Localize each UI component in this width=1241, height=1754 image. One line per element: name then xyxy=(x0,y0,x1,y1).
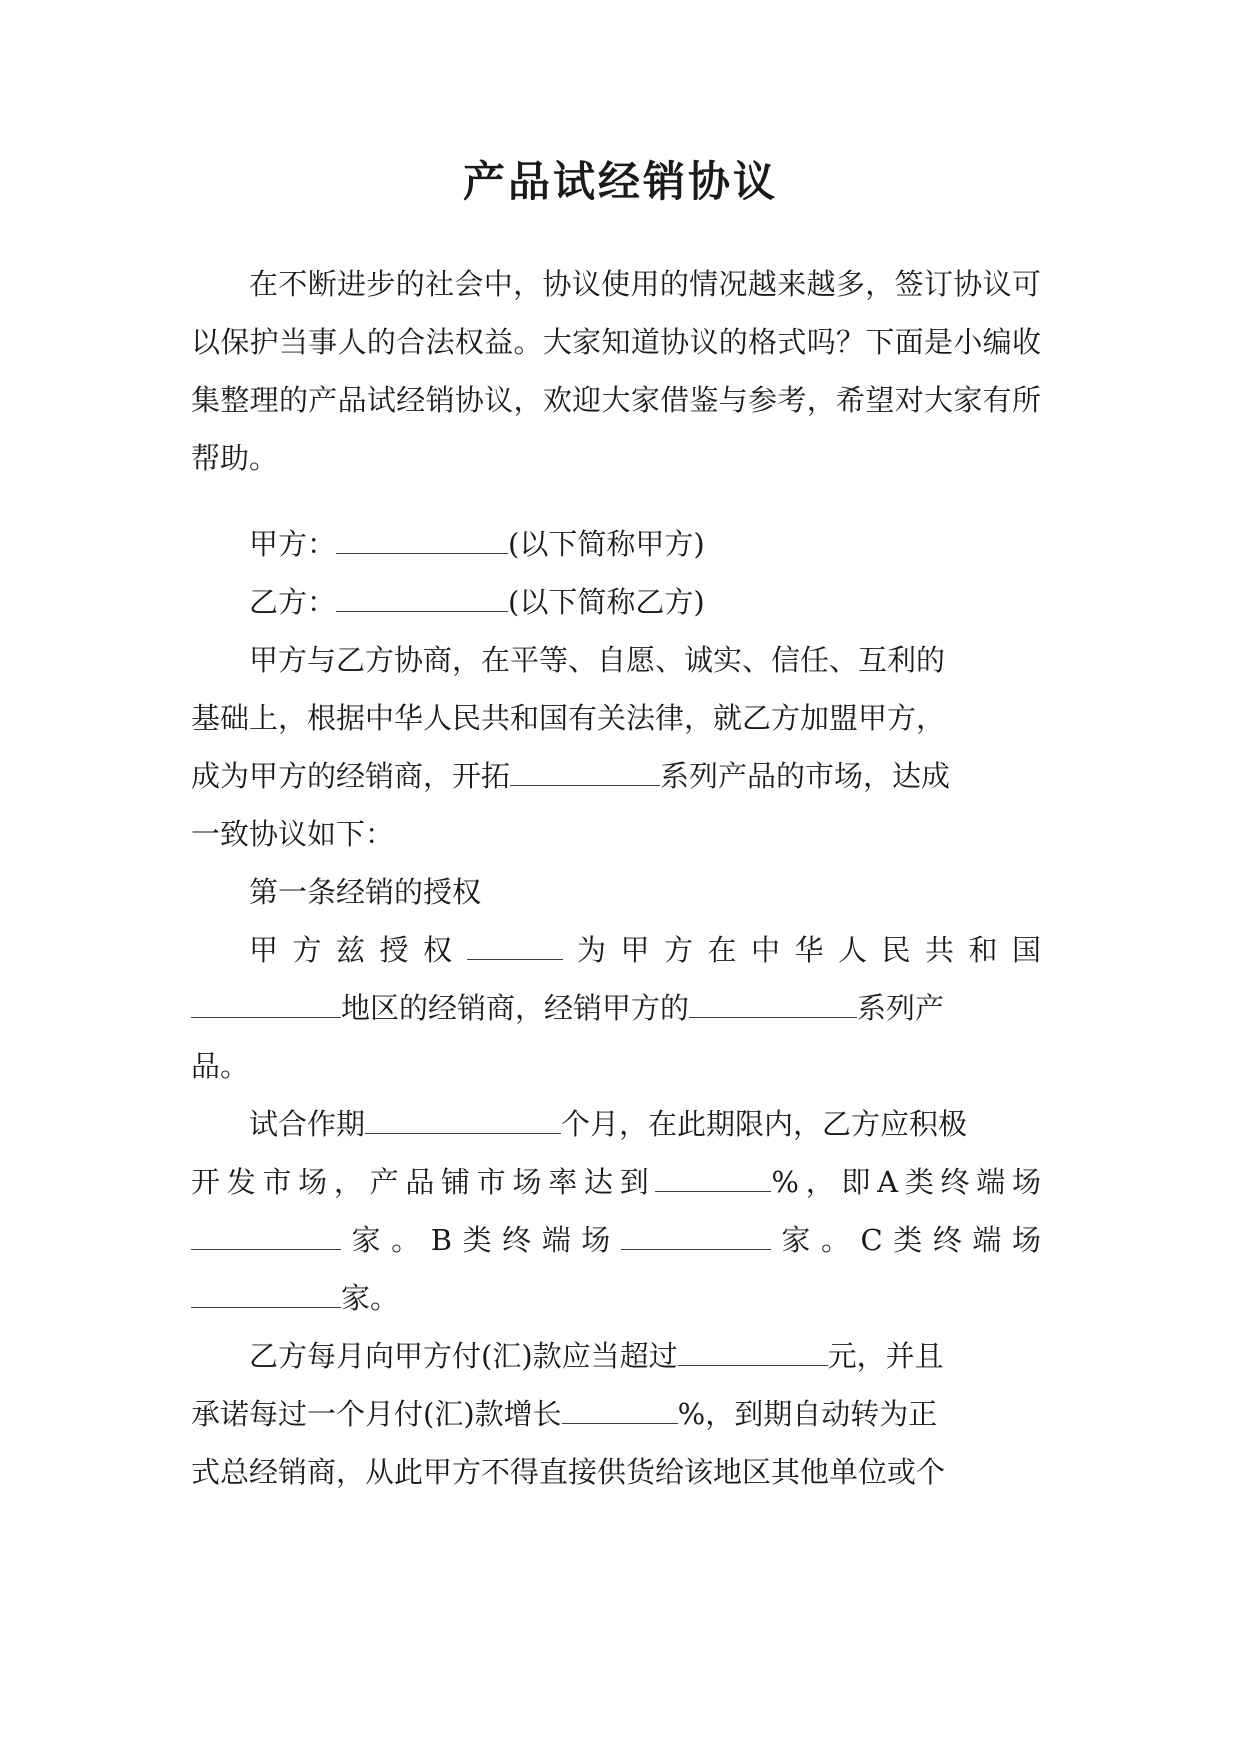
trial-line xyxy=(191,1095,1041,1153)
agreement-body xyxy=(191,515,1041,1501)
preamble-line: 一致协议如下： xyxy=(191,817,395,851)
authorization-text: 甲方兹授权 xyxy=(249,933,467,967)
payment-text: 承诺每过一个月付(汇)款增长 xyxy=(191,1397,562,1431)
trial-line xyxy=(133,1153,1041,1211)
preamble-text: 系列产品的市场，达成 xyxy=(660,759,951,793)
authorization-text: 地区的经销商，经销甲方的 xyxy=(341,991,690,1025)
trial-paragraph xyxy=(191,1095,1041,1327)
preamble-text: 成为甲方的经销商，开拓 xyxy=(191,759,511,793)
a-terminal-blank xyxy=(191,1222,341,1250)
trial-text: %，即A类终端场 xyxy=(771,1165,1041,1199)
preamble-line xyxy=(133,747,1041,805)
party-b-label: 乙方： xyxy=(249,585,337,619)
authorization-text: 系列产 xyxy=(857,991,945,1025)
b-terminal-blank xyxy=(621,1222,771,1250)
trial-line xyxy=(133,1211,1041,1269)
party-b-blank xyxy=(336,584,508,612)
payment-line xyxy=(133,1385,1041,1443)
trial-text: 个月，在此期限内，乙方应积极 xyxy=(561,1107,968,1141)
trial-text: 家。C类终端场 xyxy=(770,1223,1041,1257)
party-a-blank xyxy=(336,526,508,554)
distributor-blank xyxy=(467,932,563,960)
preamble-paragraph xyxy=(191,631,1041,863)
trial-text: 家。B类终端场 xyxy=(341,1223,621,1257)
document-title: 产品试经销协议 xyxy=(462,157,778,206)
trial-text: 家。 xyxy=(341,1281,400,1315)
growth-rate-blank xyxy=(562,1396,678,1424)
authorization-text: 为甲方在中华人民共和国 xyxy=(562,933,1041,967)
payment-text: 元，并且 xyxy=(827,1339,944,1373)
payment-amount-blank xyxy=(678,1338,828,1366)
authorization-line: 品。 xyxy=(191,1049,250,1083)
intro-section xyxy=(191,255,1041,487)
payment-text: %，到期自动转为正 xyxy=(677,1397,938,1431)
payment-line xyxy=(191,1327,1041,1385)
article1-heading: 第一条经销的授权 xyxy=(249,875,482,909)
party-b-note: (以下简称乙方) xyxy=(508,585,705,619)
party-a-line xyxy=(191,515,1041,573)
intro-paragraph: 在不断进步的社会中，协议使用的情况越来越多，签订协议可以保护当事人的合法权益。大家知道协议的格式吗？下面是小编收集整理的产品试经销协议，欢迎大家借鉴与参考，希望对大家有所帮助。 xyxy=(191,267,1041,475)
trial-line xyxy=(133,1269,1041,1327)
party-b-line xyxy=(191,573,1041,631)
payment-text: 乙方每月向甲方付(汇)款应当超过 xyxy=(249,1339,678,1373)
trial-text: 试合作期 xyxy=(249,1107,366,1141)
authorization-paragraph xyxy=(191,921,1041,1095)
party-a-label: 甲方： xyxy=(249,527,337,561)
region-blank xyxy=(191,990,341,1018)
payment-paragraph xyxy=(191,1327,1041,1501)
trial-months-blank xyxy=(365,1106,561,1134)
payment-line: 式总经销商，从此甲方不得直接供货给该地区其他单位或个 xyxy=(191,1455,946,1489)
authorization-line xyxy=(133,979,1041,1037)
product-series-blank xyxy=(689,990,857,1018)
party-a-note: (以下简称甲方) xyxy=(508,527,705,561)
preamble-line: 基础上，根据中华人民共和国有关法律，就乙方加盟甲方， xyxy=(191,701,946,735)
coverage-rate-blank xyxy=(655,1164,771,1192)
preamble-line: 甲方与乙方协商，在平等、自愿、诚实、信任、互利的 xyxy=(249,643,946,677)
series-blank xyxy=(510,758,660,786)
c-terminal-blank xyxy=(191,1280,341,1308)
trial-text: 开发市场，产品铺市场率达到 xyxy=(191,1165,656,1199)
authorization-line xyxy=(191,921,1041,979)
